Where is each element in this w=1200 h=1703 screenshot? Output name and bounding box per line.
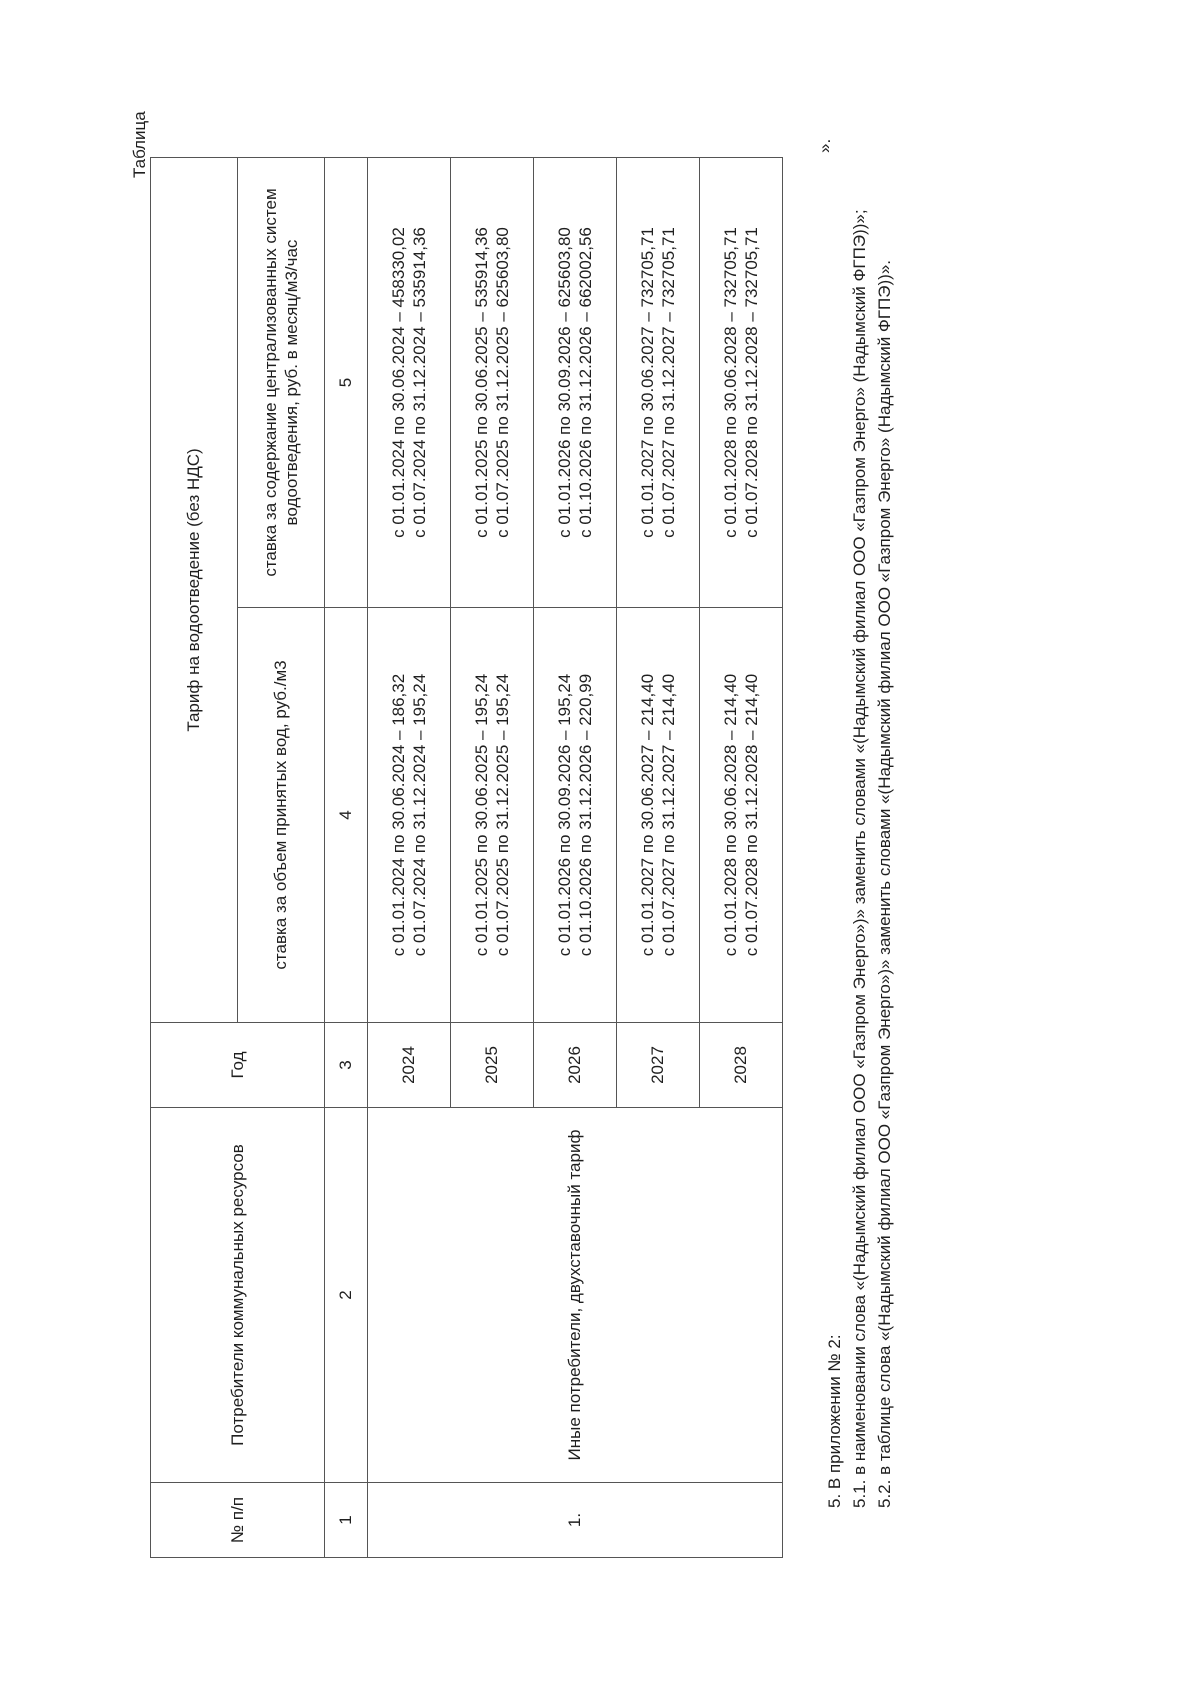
maintenance-rate-cell — [700, 157, 783, 607]
volume-rate-cell — [700, 608, 783, 1023]
volume-rate-cell — [368, 608, 451, 1023]
year-cell: 2028 — [700, 1023, 783, 1108]
rate-line: с 01.07.2025 по 31.12.2025 – 195,24 — [493, 673, 512, 957]
rate-line: с 01.01.2026 по 30.09.2026 – 625603,80 — [554, 227, 574, 538]
volume-rate-cell — [451, 608, 534, 1023]
rate-line: с 01.10.2026 по 31.12.2026 – 662002,56 — [576, 227, 595, 538]
col-number: 2 — [325, 1108, 368, 1483]
rate-line: с 01.01.2024 по 30.06.2024 – 458330,02 — [388, 227, 408, 538]
rate-line: с 01.07.2024 по 31.12.2024 – 195,24 — [410, 673, 429, 957]
rate-line: с 01.07.2025 по 31.12.2025 – 625603,80 — [493, 227, 512, 538]
note-item-5-1: 5.1. в наименовании слова «(Надымский филиал ООО «Газпром Энерго»)» заменить словами «(Надымский филиал ООО «Газпром Энерго» (Надымский ФГПЭ))»; — [850, 209, 869, 1508]
rate-line: с 01.01.2025 по 30.06.2025 – 535914,36 — [471, 227, 491, 538]
numbering-row — [325, 157, 368, 1557]
header-rate-maintenance: ставка за содержание централизованных систем водоотведения, руб. в месяц/м3/час — [238, 157, 325, 607]
year-cell: 2025 — [451, 1023, 534, 1108]
year-cell: 2026 — [534, 1023, 617, 1108]
col-number: 1 — [325, 1483, 368, 1558]
rate-line: с 01.07.2027 по 31.12.2027 – 214,40 — [659, 673, 678, 957]
header-rate-volume: ставка за объем принятых вод, руб./м3 — [238, 608, 325, 1023]
tariff-table — [150, 157, 783, 1558]
maintenance-rate-cell — [451, 157, 534, 607]
maintenance-rate-cell — [617, 157, 700, 607]
amendment-notes — [822, 153, 897, 1553]
rate-line: с 01.01.2028 по 30.06.2028 – 732705,71 — [720, 227, 740, 538]
maintenance-rate-cell — [534, 157, 617, 607]
year-cell: 2024 — [368, 1023, 451, 1108]
rate-line: с 01.01.2025 по 30.06.2025 – 195,24 — [471, 673, 491, 957]
header-no: № п/п — [151, 1483, 325, 1558]
col-number: 5 — [325, 157, 368, 607]
note-item-5: 5. В приложении № 2: — [825, 1334, 844, 1508]
note-item-5-2: 5.2. в таблице слова «(Надымский филиал ООО «Газпром Энерго»)» заменить словами «(Надымский филиал ООО «Газпром Энерго» (Надымский ФГПЭ))». — [875, 260, 894, 1508]
table-caption: Таблица — [130, 111, 149, 178]
rate-line: с 01.10.2026 по 31.12.2026 – 220,99 — [576, 673, 595, 957]
rate-line: с 01.07.2028 по 31.12.2028 – 732705,71 — [742, 227, 761, 538]
closing-quote-mark: ». — [815, 138, 834, 153]
rate-line: с 01.01.2024 по 30.06.2024 – 186,32 — [388, 673, 408, 957]
header-consumers: Потребители коммунальных ресурсов — [151, 1108, 325, 1483]
maintenance-rate-cell — [368, 157, 451, 607]
header-tariff: Тариф на водоотведение (без НДС) — [151, 157, 238, 1022]
rate-line: с 01.01.2026 по 30.09.2026 – 195,24 — [554, 673, 574, 957]
table-row — [368, 157, 451, 1557]
rate-line: с 01.01.2027 по 30.06.2027 – 214,40 — [637, 673, 657, 957]
header-row-top — [151, 157, 238, 1557]
year-cell: 2027 — [617, 1023, 700, 1108]
header-year: Год — [151, 1023, 325, 1108]
rate-line: с 01.07.2028 по 31.12.2028 – 214,40 — [742, 673, 761, 957]
rate-line: с 01.01.2027 по 30.06.2027 – 732705,71 — [637, 227, 657, 538]
volume-rate-cell — [617, 608, 700, 1023]
col-number: 3 — [325, 1023, 368, 1108]
volume-rate-cell — [534, 608, 617, 1023]
col-number: 4 — [325, 608, 368, 1023]
rate-line: с 01.07.2027 по 31.12.2027 – 732705,71 — [659, 227, 678, 538]
rate-line: с 01.01.2028 по 30.06.2028 – 214,40 — [720, 673, 740, 957]
row-number: 1. — [368, 1483, 783, 1558]
rate-line: с 01.07.2024 по 31.12.2024 – 535914,36 — [410, 227, 429, 538]
consumer-name: Иные потребители, двухставочный тариф — [368, 1108, 783, 1483]
